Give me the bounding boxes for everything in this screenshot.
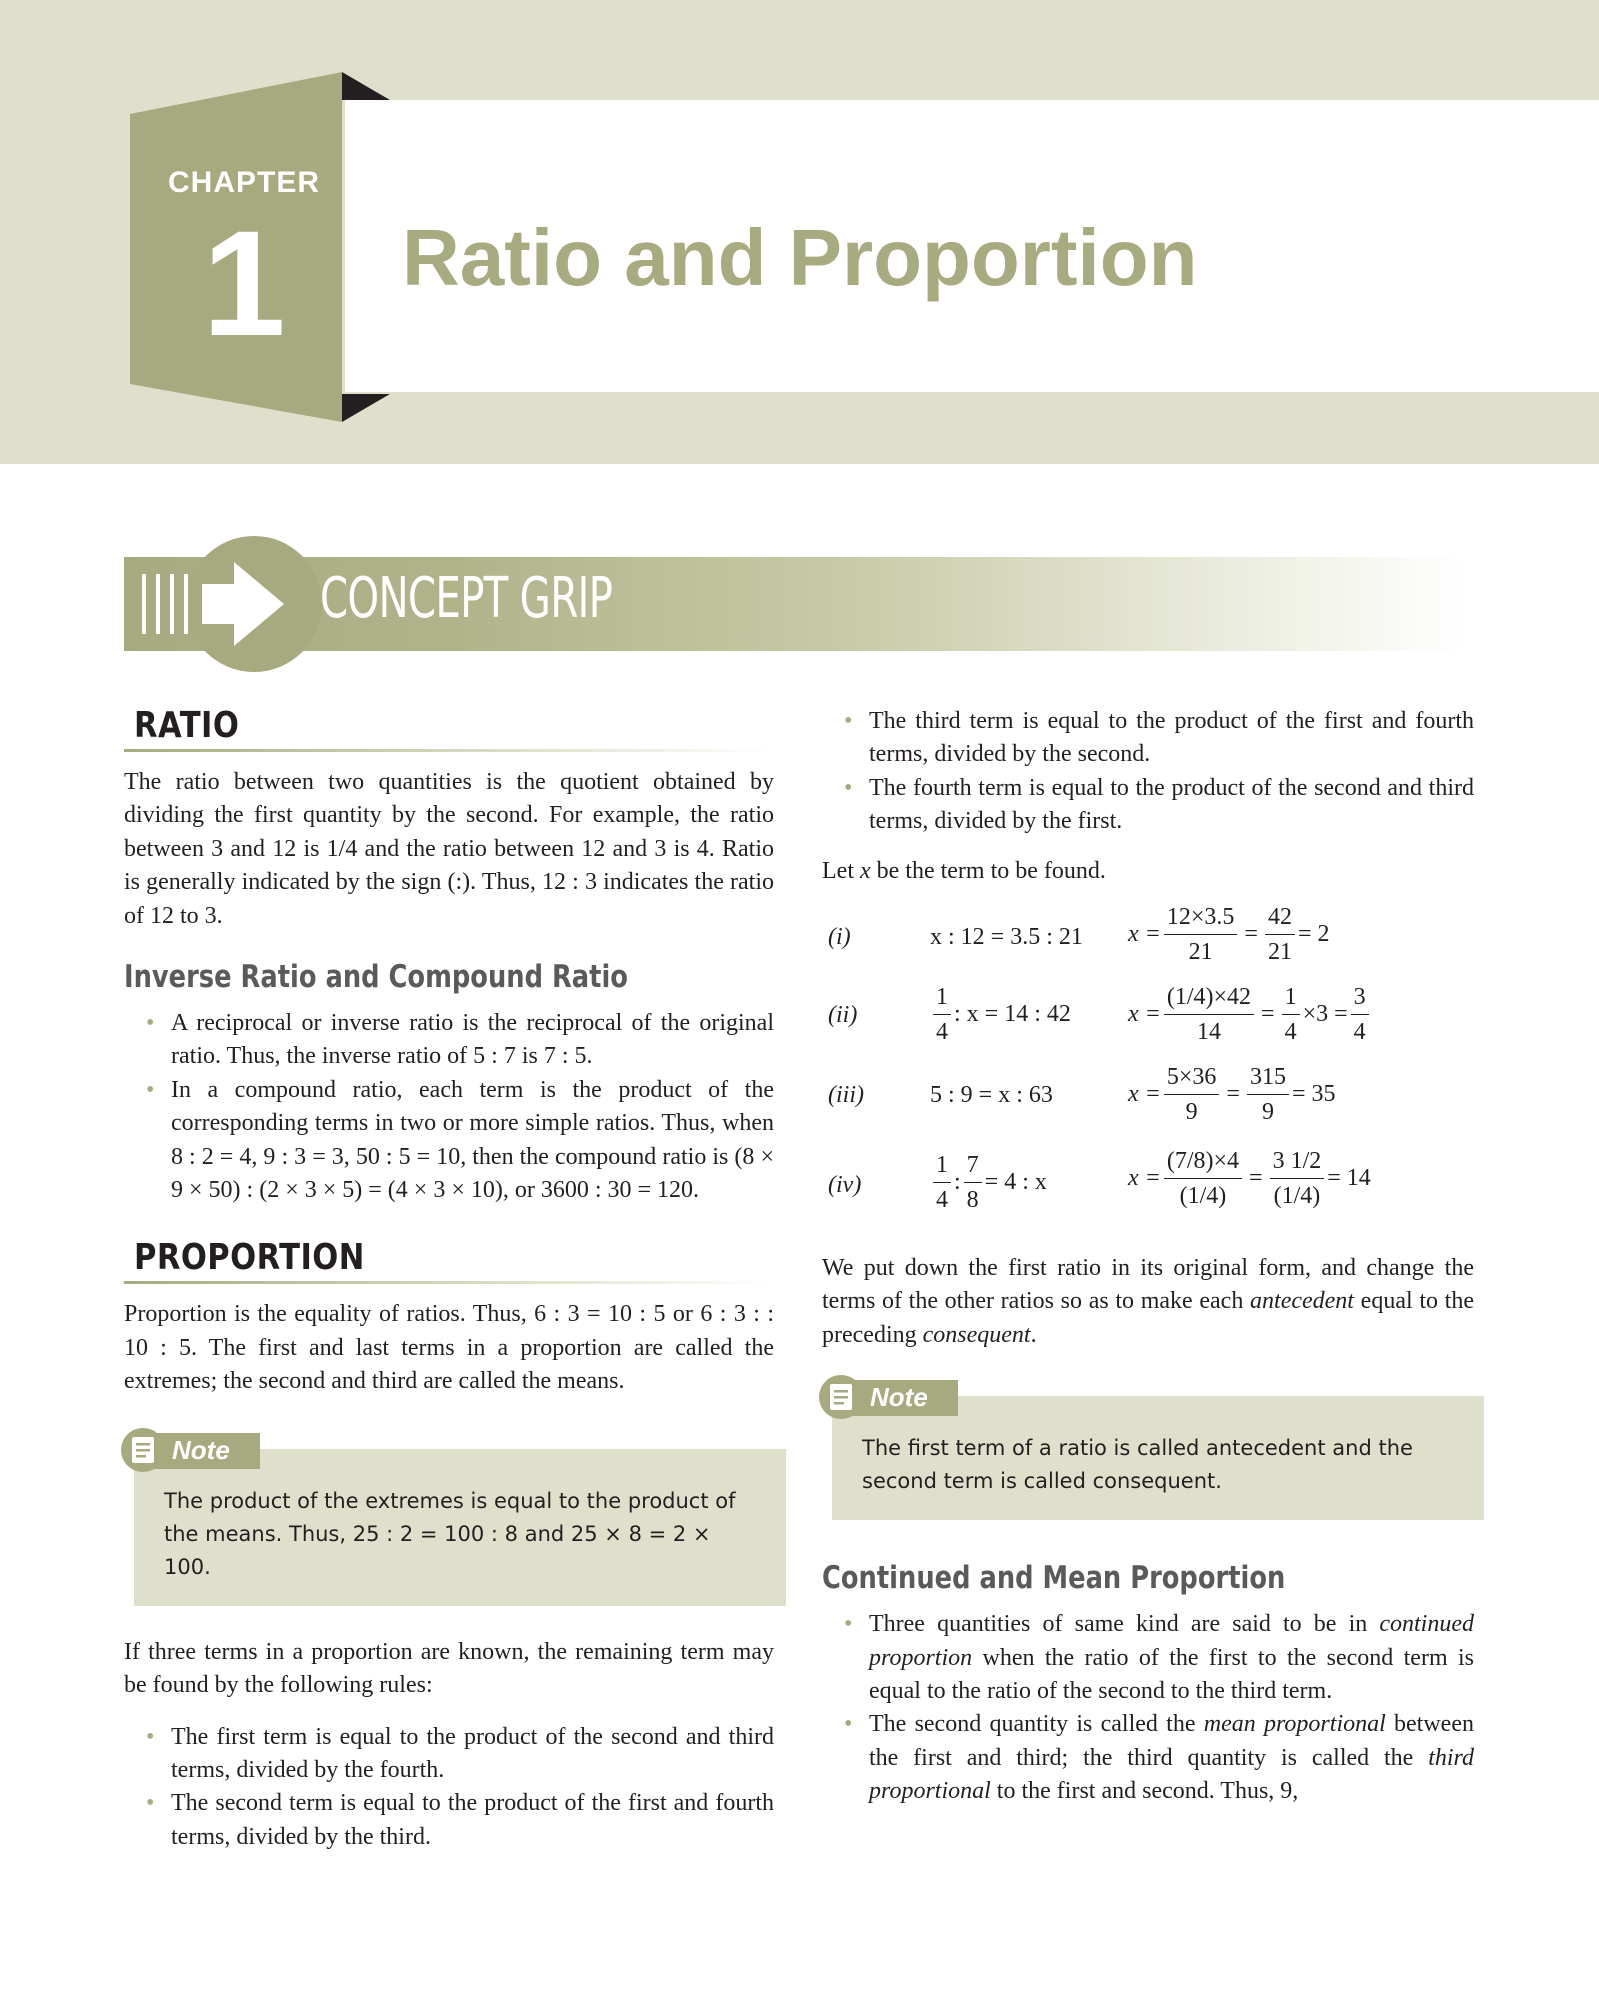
left-column: [124, 705, 774, 1854]
rules-list-right: [822, 705, 1474, 839]
list-item: • The third term is equal to the product of the first and fourth terms, divided by the second.: [822, 705, 1474, 772]
example-label: (iii): [828, 1082, 864, 1109]
arrow-icon: [124, 536, 324, 672]
list-item: • In a compound ratio, each term is the product of the corresponding terms in two or more simple ratios. Thus, when 8 : 2 = 4, 9 : 3 = 3, 50 : 5 = 10, then the compound ratio is (8 × 9 × 50) : (2 × 3 × 5) = (4 × 3 × 10), or 3600 : 30 = 120.: [124, 1074, 774, 1208]
inverse-ratio-list: [124, 1007, 774, 1207]
list-item: • The second term is equal to the product of the first and fourth terms, divided by the third.: [124, 1787, 774, 1854]
note-box: [134, 1434, 786, 1606]
example-equation: 5 : 9 = x : 63: [930, 1082, 1053, 1109]
worked-examples: [822, 902, 1474, 1238]
concept-grip-title: CONCEPT GRIP: [320, 566, 613, 631]
note-label: Note: [870, 1382, 928, 1413]
rules-list-left: [124, 1721, 774, 1855]
list-item: • The first term is equal to the product of the second and third terms, divided by the fourth.: [124, 1721, 774, 1788]
proportion-paragraph: Proportion is the equality of ratios. Thus, 6 : 3 = 10 : 5 or 6 : 3 : : 10 : 5. The first and last terms in a proportion are called the extremes; the second and third are called the means.: [124, 1301, 774, 1395]
change-paragraph: We put down the first ratio in its original form, and change the terms of the other ratios so as to make each antecedent equal to the preceding consequent.: [822, 1255, 1474, 1348]
continued-proportion-heading: Continued and Mean Proportion: [822, 1560, 1286, 1597]
example-row: [822, 902, 1474, 982]
note-icon: [120, 1427, 166, 1473]
note-text: The first term of a ratio is called antecedent and the second term is called consequent.: [862, 1436, 1413, 1494]
example-row: [822, 982, 1474, 1062]
list-item: • The fourth term is equal to the product of the second and third terms, divided by the first.: [822, 772, 1474, 839]
example-label: (iv): [828, 1172, 862, 1199]
proportion-heading: PROPORTION: [124, 1237, 774, 1284]
example-label: (i): [828, 924, 851, 951]
let-statement: Let x be the term to be found.: [822, 857, 1106, 884]
example-solution: x = $\frac{5\times 36}{9}$ = $\frac{315}{9}$ = 35: [1128, 1064, 1336, 1126]
list-item: • Three quantities of same kind are said to be in continued proportion when the ratio of the first to the second term is equal to the ratio of the second to the third term.: [822, 1608, 1474, 1708]
example-label: (ii): [828, 1002, 858, 1029]
chapter-label: CHAPTER: [167, 166, 320, 199]
example-equation: $\frac{1}{4}$ : x = 14 : 42: [930, 982, 1071, 1047]
note-box: [832, 1382, 1484, 1520]
note-text: The product of the extremes is equal to the product of the means. Thus, 25 : 2 = 100 : 8 and 25 × 8 = 2 × 100.: [164, 1488, 736, 1579]
continued-proportion-list: [822, 1608, 1474, 1808]
list-item: • The second quantity is called the mean proportional between the first and third; the third quantity is called the third proportional to the first and second. Thus, 9,: [822, 1708, 1474, 1808]
example-solution: x = $\frac{(7/8)\times 4}{(1/4)}$ = $\frac{3 1/2}{(1/4)}$ = 14: [1128, 1148, 1371, 1210]
example-row: [822, 1142, 1474, 1238]
note-icon: [818, 1374, 864, 1420]
inverse-ratio-heading: Inverse Ratio and Compound Ratio: [124, 959, 628, 996]
example-solution: x = $\frac{12\times 3.5}{21}$ = $\frac{42}{21}$ = 2: [1128, 904, 1330, 966]
list-item: • A reciprocal or inverse ratio is the reciprocal of the original ratio. Thus, the inverse ratio of 5 : 7 is 7 : 5.: [124, 1007, 774, 1074]
example-solution: x = $\frac{(1/4)\times 42}{14}$ = $\frac{1}{4}$ ×3 = $\frac{3}{4}$: [1128, 982, 1372, 1047]
note-label: Note: [172, 1434, 230, 1465]
ratio-heading: RATIO: [124, 705, 774, 752]
right-column: [822, 705, 1474, 1809]
chapter-number: 1: [202, 199, 286, 367]
chapter-title: Ratio and Proportion: [402, 213, 1198, 302]
example-row: [822, 1062, 1474, 1142]
example-equation: x : 12 = 3.5 : 21: [930, 924, 1083, 951]
example-equation: $\frac{1}{4}$ : $\frac{7}{8}$ = 4 : x: [930, 1150, 1047, 1215]
rules-intro: If three terms in a proportion are known, the remaining term may be found by the following rules:: [124, 1638, 774, 1699]
ratio-paragraph: The ratio between two quantities is the quotient obtained by dividing the first quantity by the second. For example, the ratio between 3 and 12 is 1/4 and the ratio between 12 and 3 is 4. Ratio is generally indicated by the sign (:). Thus, 12 : 3 indicates the ratio of 12 to 3.: [124, 769, 774, 929]
